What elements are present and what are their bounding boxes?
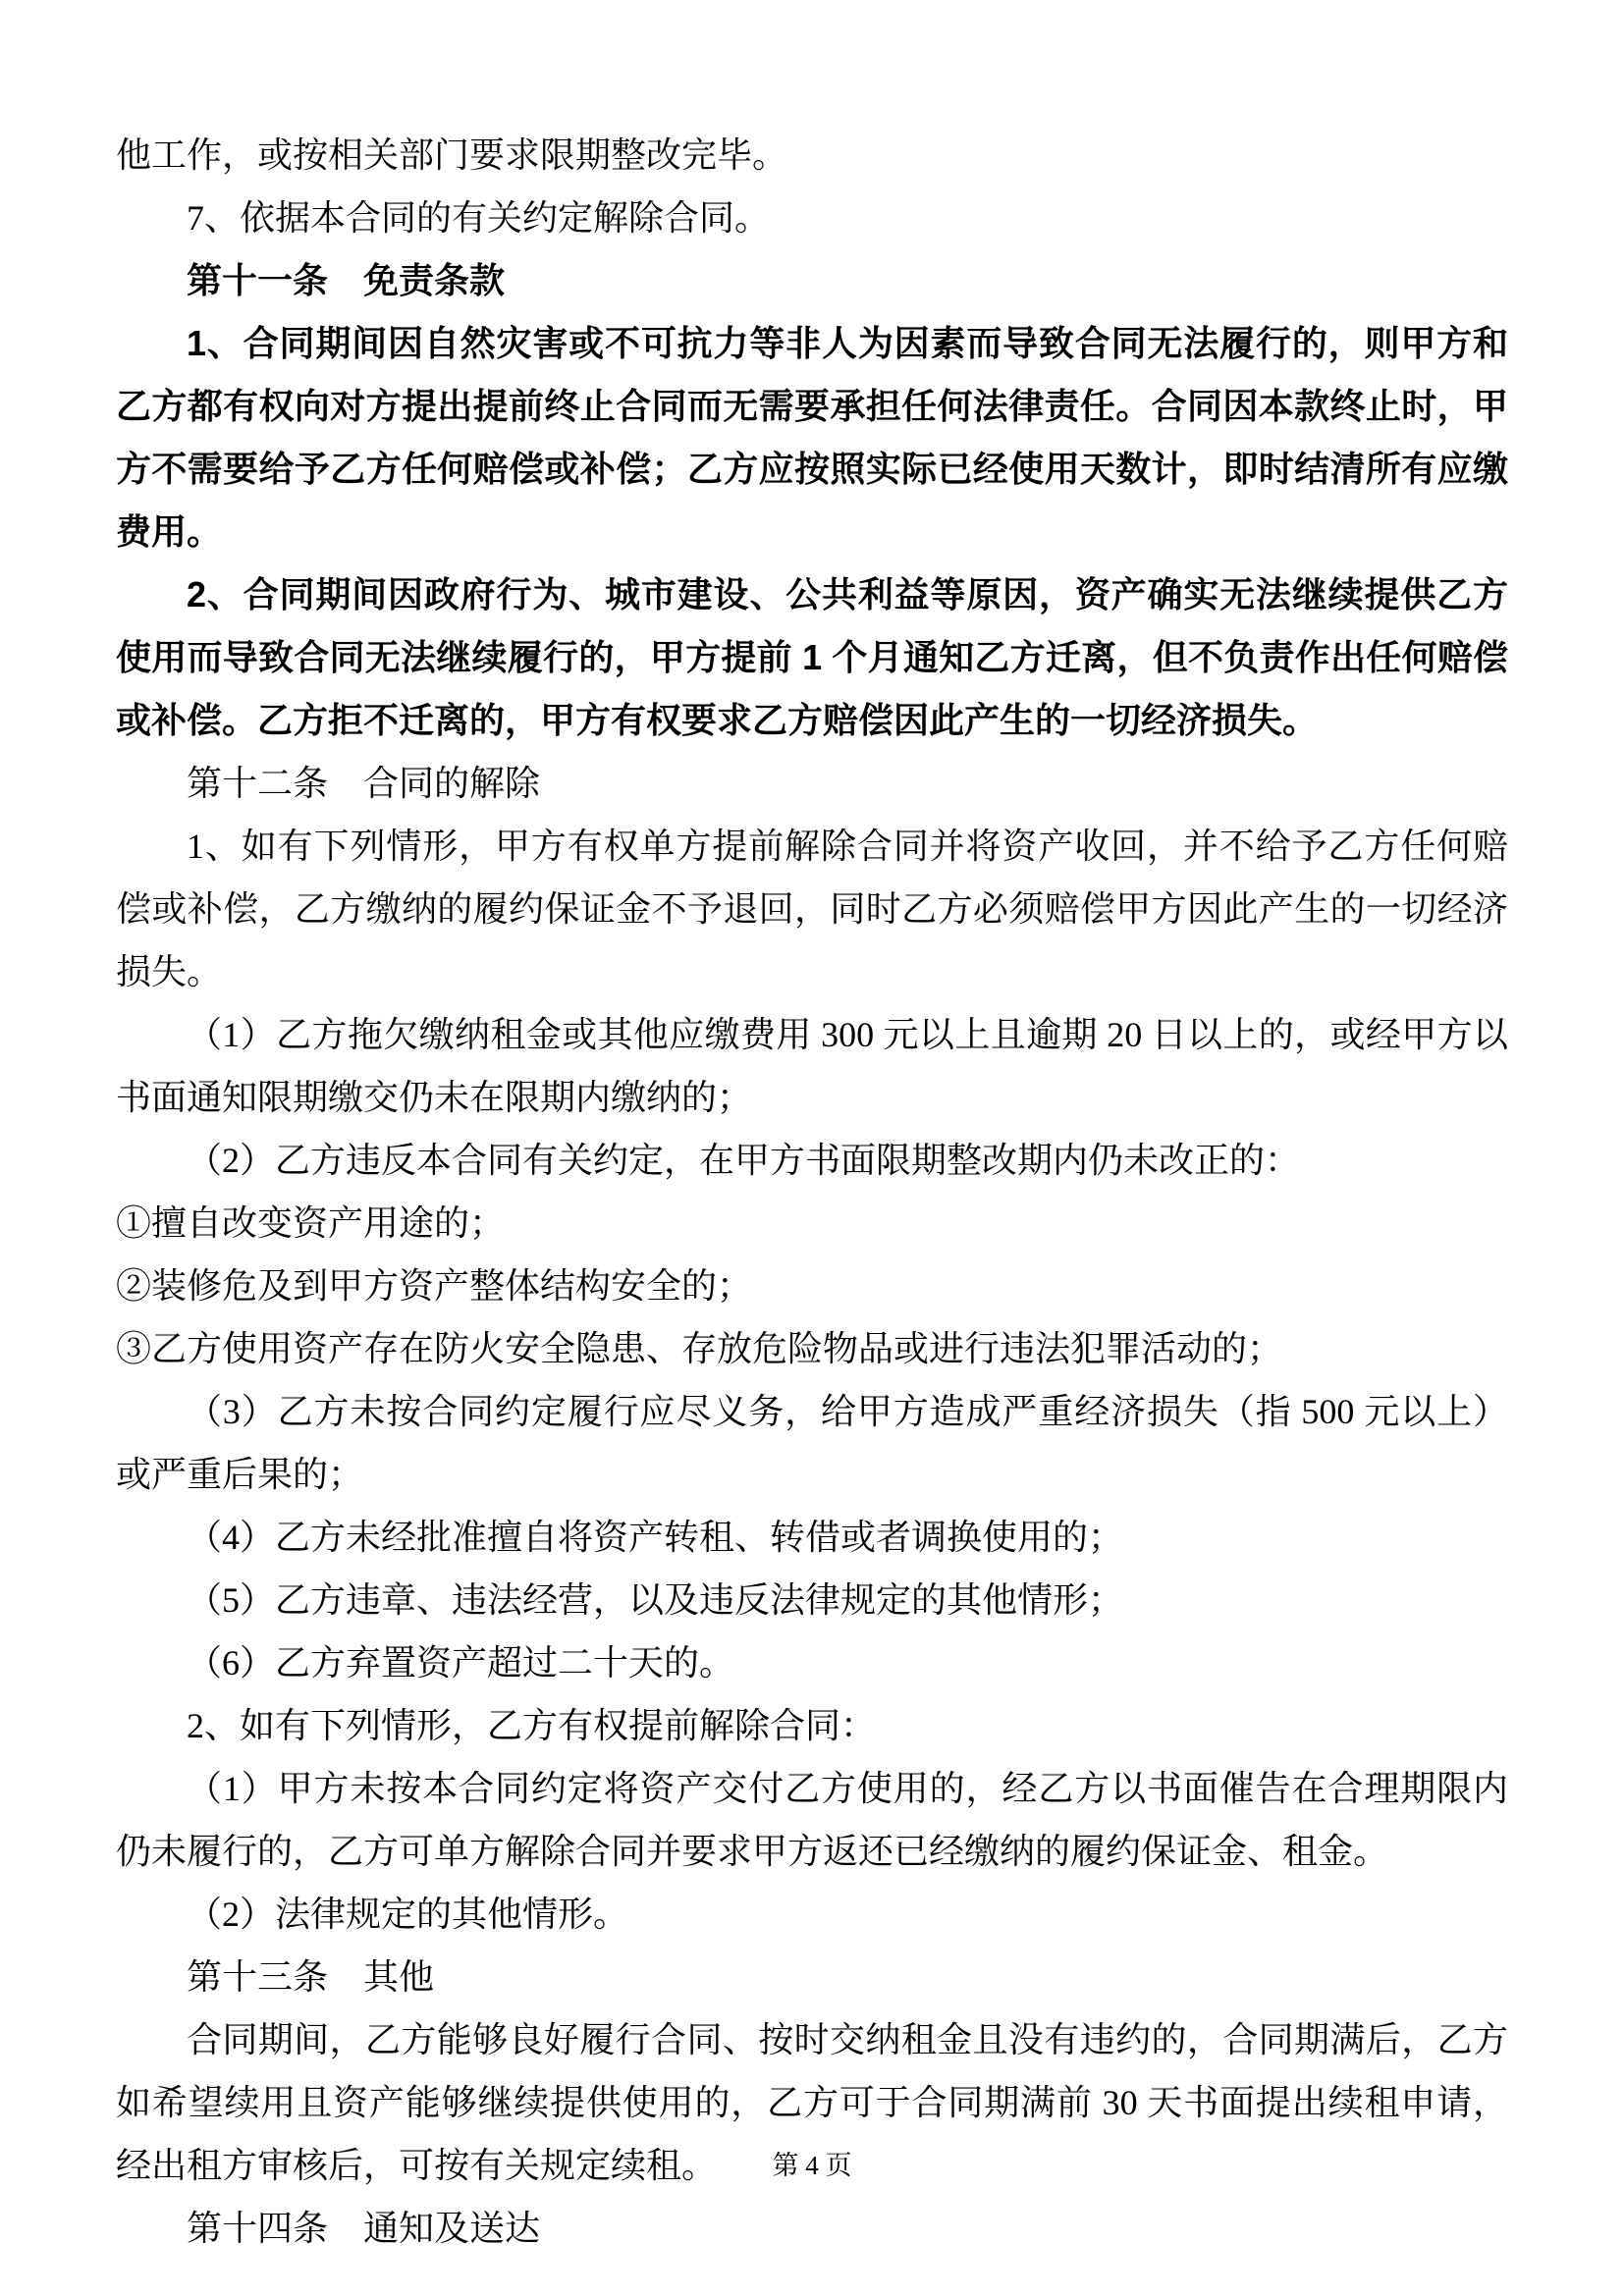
- continuation-line: 他工作，或按相关部门要求限期整改完毕。: [116, 135, 788, 175]
- article-11-clause-1: 1、合同期间因自然灾害或不可抗力等非人为因素而导致合同无法履行的，则甲方和乙方都有权向对方提出提前终止合同而无需要承担任何法律责任。合同因本款终止时，甲方不需要给予乙方任何赔偿或补偿；乙方应按照实际已经使用天数计，即时结清所有应缴费用。: [116, 323, 1508, 552]
- article-12-clause-1-item-5: （5）乙方违章、违法经营，以及违反法律规定的其他情形；: [187, 1580, 1124, 1620]
- document-body: [116, 124, 1508, 2260]
- article-12-clause-2: 2、如有下列情形，乙方有权提前解除合同：: [187, 1706, 877, 1745]
- article-11-clause-2: 2、合同期间因政府行为、城市建设、公共利益等原因，资产确实无法继续提供乙方使用而导致合同无法继续履行的，甲方提前 1 个月通知乙方迁离，但不负责作出任何赔偿或补偿。乙方拒不迁离的，甲方有权要求乙方赔偿因此产生的一切经济损失。: [116, 574, 1508, 740]
- sub-item-circle-3: ③乙方使用资产存在防火安全隐患、存放危险物品或进行违法犯罪活动的；: [116, 1329, 1283, 1368]
- article-13-heading: 第十三条 其他: [187, 1957, 435, 1997]
- article-12-clause-1-item-1: （1）乙方拖欠缴纳租金或其他应缴费用 300 元以上且逾期 20 日以上的，或经甲方以书面通知限期缴交仍未在限期内缴纳的；: [116, 1015, 1508, 1117]
- page-number-footer: 第 4 页: [772, 2151, 852, 2180]
- article-12-clause-1-item-2: （2）乙方违反本合同有关约定，在甲方书面限期整改期内仍未改正的：: [187, 1141, 1301, 1180]
- article-12-clause-1-item-4: （4）乙方未经批准擅自将资产转租、转借或者调换使用的；: [187, 1518, 1124, 1557]
- article-12-heading: 第十二条 合同的解除: [187, 764, 541, 803]
- article-11-heading: 第十一条 免责条款: [187, 260, 506, 300]
- article-12-clause-1-item-6: （6）乙方弃置资产超过二十天的。: [187, 1643, 735, 1682]
- article-12-clause-1: 1、如有下列情形，甲方有权单方提前解除合同并将资产收回，并不给予乙方任何赔偿或补偿，乙方缴纳的履约保证金不予退回，同时乙方必须赔偿甲方因此产生的一切经济损失。: [116, 827, 1508, 991]
- article-12-clause-2-item-2: （2）法律规定的其他情形。: [187, 1895, 629, 1934]
- article-13-body: 合同期间，乙方能够良好履行合同、按时交纳租金且没有违约的，合同期满后，乙方如希望续用且资产能够继续提供使用的，乙方可于合同期满前 30 天书面提出续租申请，经出租方审核后，可按有关规定续租。: [116, 2020, 1508, 2185]
- clause-7: 7、依据本合同的有关约定解除合同。: [187, 198, 771, 238]
- article-14-heading: 第十四条 通知及送达: [187, 2209, 541, 2248]
- article-12-clause-1-item-3: （3）乙方未按合同约定履行应尽义务，给甲方造成严重经济损失（指 500 元以上）或严重后果的；: [116, 1392, 1508, 1494]
- article-12-clause-2-item-1: （1）甲方未按本合同约定将资产交付乙方使用的，经乙方以书面催告在合理期限内仍未履行的，乙方可单方解除合同并要求甲方返还已经缴纳的履约保证金、租金。: [116, 1769, 1508, 1871]
- sub-item-circle-1: ①擅自改变资产用途的；: [116, 1203, 506, 1243]
- sub-item-circle-2: ②装修危及到甲方资产整体结构安全的；: [116, 1266, 753, 1306]
